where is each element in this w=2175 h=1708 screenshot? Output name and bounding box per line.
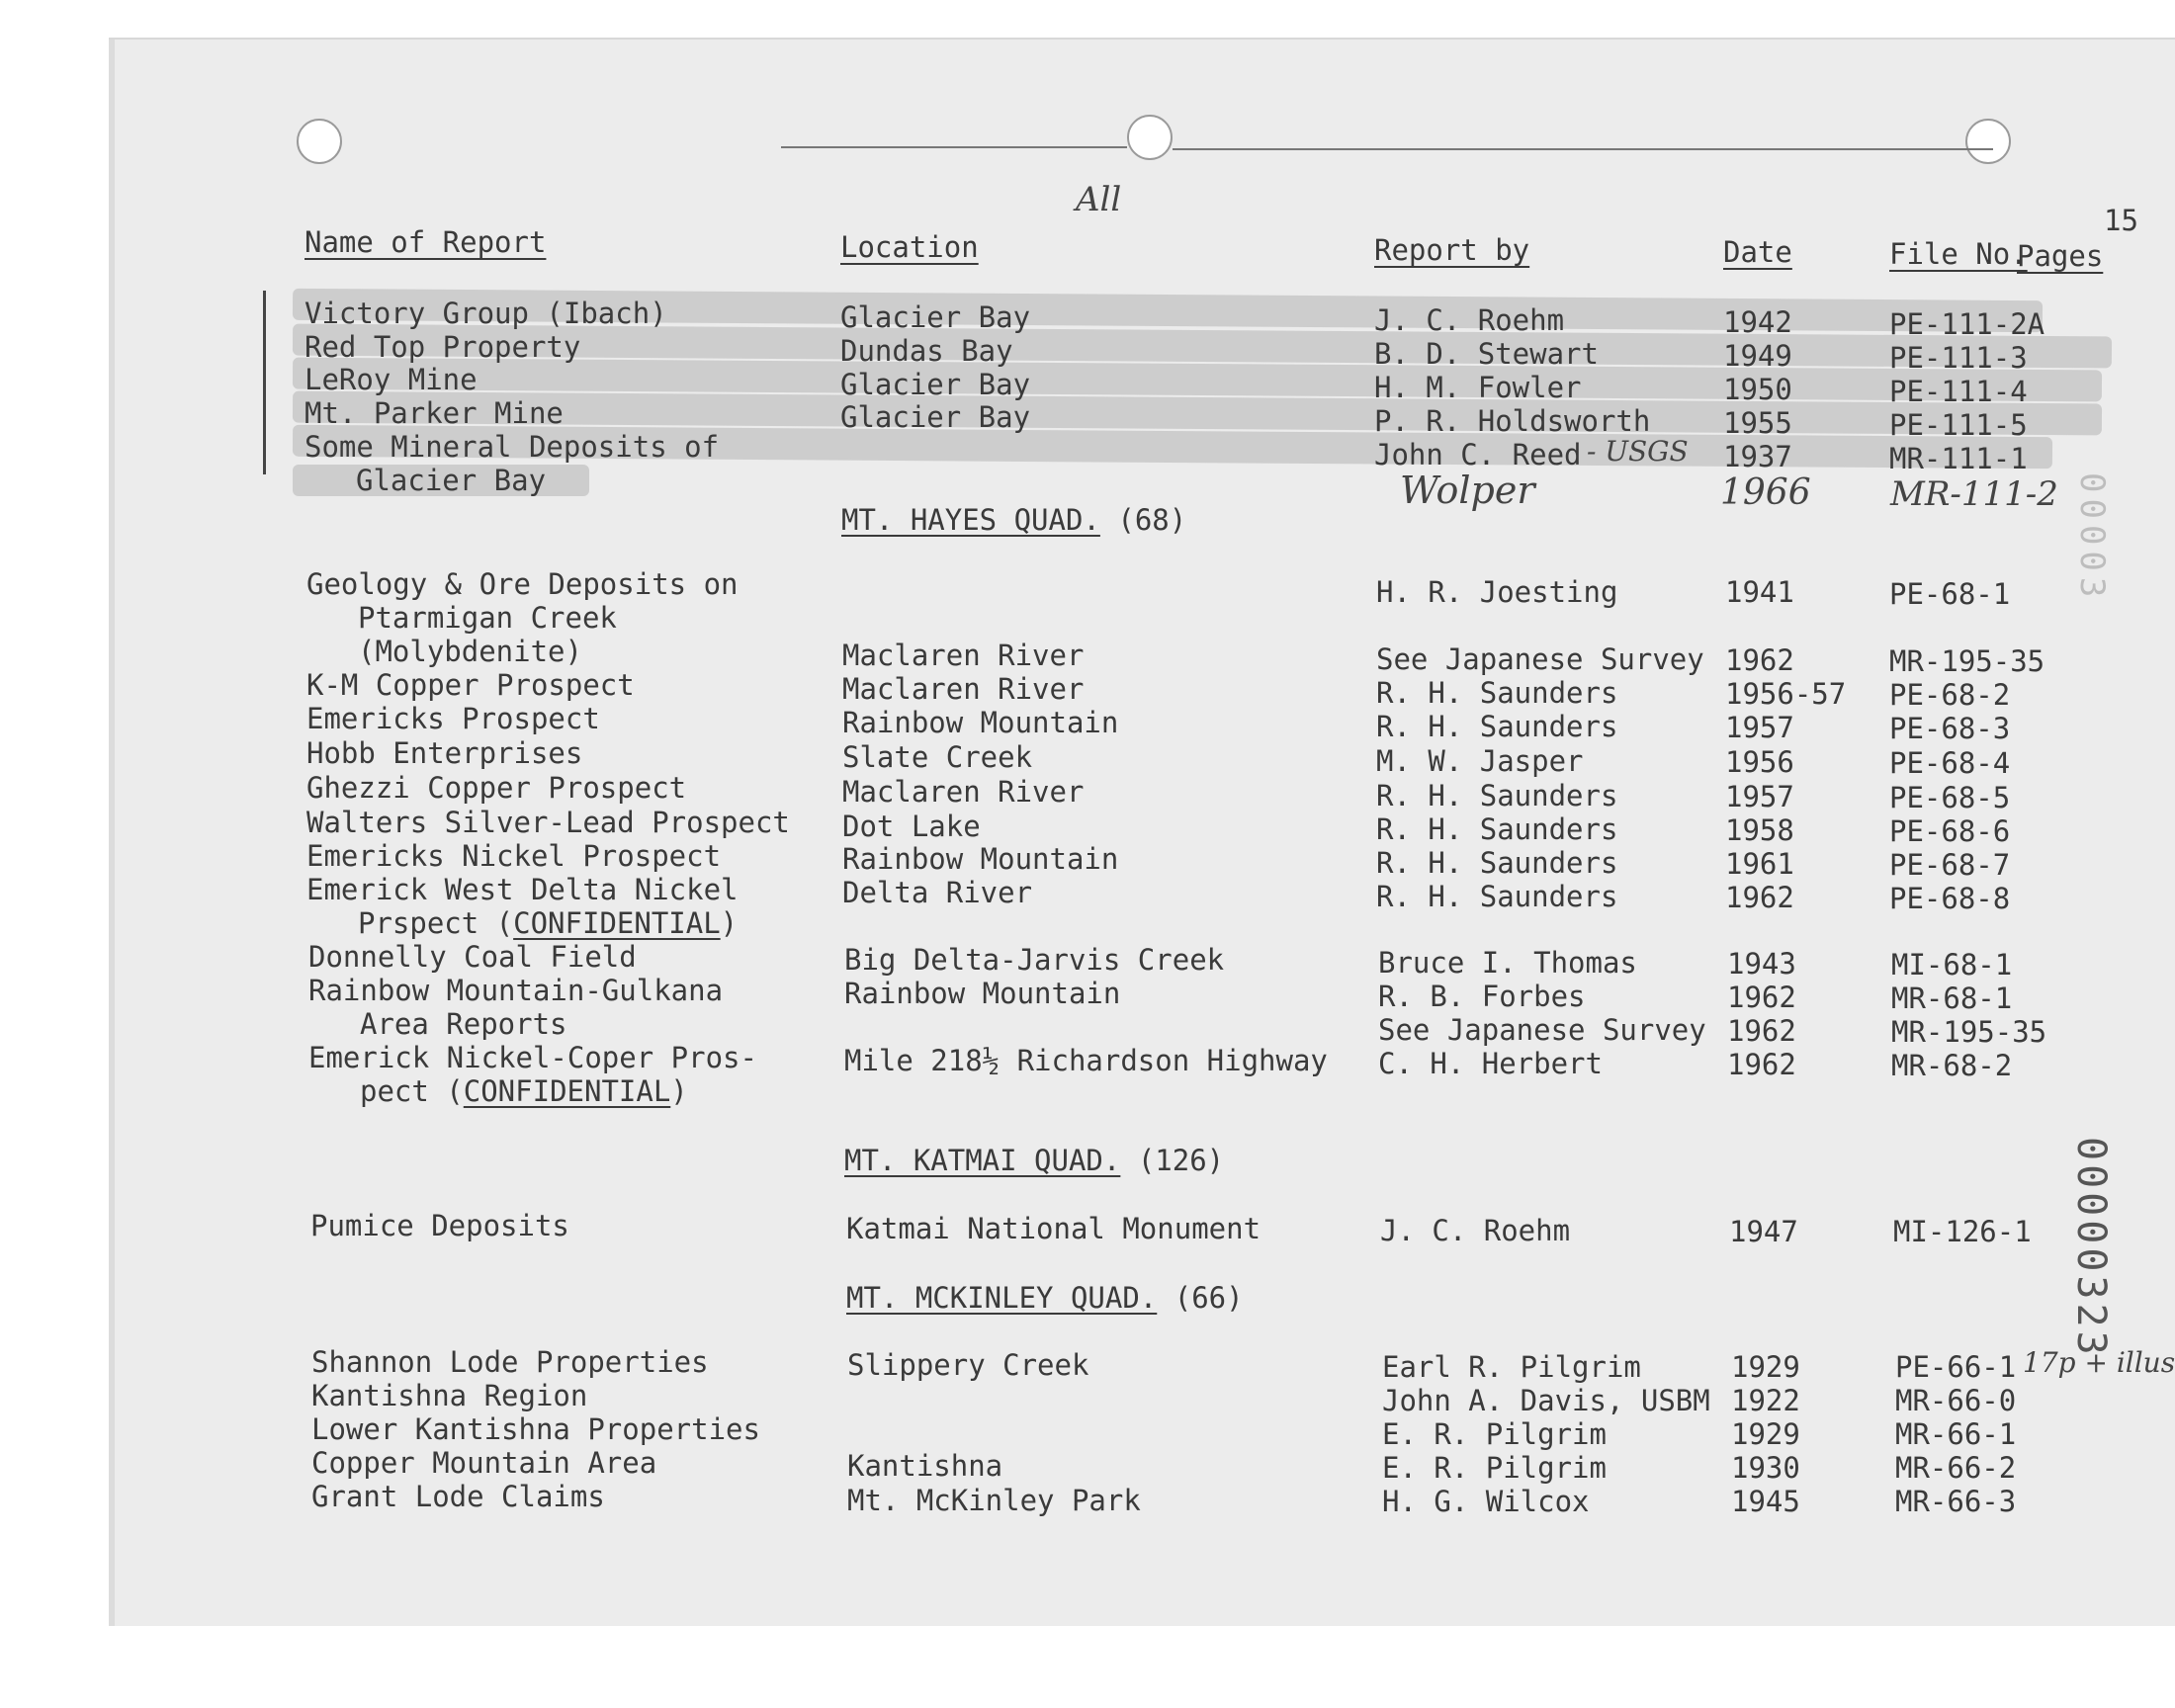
report-author: J. C. Roehm	[1380, 1214, 1571, 1247]
report-name-suffix: )	[670, 1074, 688, 1108]
report-date: 1955	[1723, 406, 1792, 440]
report-name: Lower Kantishna Properties	[311, 1412, 760, 1446]
report-location: Rainbow Mountain	[844, 977, 1121, 1010]
report-name: Walters Silver-Lead Prospect	[306, 806, 790, 839]
report-location: Rainbow Mountain	[842, 842, 1119, 876]
column-header-report-by: Report by	[1374, 233, 1530, 267]
report-name: K-M Copper Prospect	[306, 668, 635, 702]
report-author: R. B. Forbes	[1378, 980, 1586, 1013]
report-date: 1937	[1723, 440, 1792, 473]
report-file-no: MR-195-35	[1889, 644, 2045, 678]
report-author: E. R. Pilgrim	[1382, 1417, 1607, 1451]
handwritten-author: Wolper	[1400, 469, 1535, 512]
report-author: J. C. Roehm	[1374, 303, 1565, 337]
punch-hole-right	[1965, 119, 2011, 164]
report-date: 1962	[1727, 981, 1796, 1014]
column-header-pages: Pages	[2017, 239, 2104, 273]
report-file-no: MI-126-1	[1893, 1215, 2032, 1248]
report-file-no: PE-111-2A	[1889, 307, 2045, 341]
report-author: H. M. Fowler	[1374, 371, 1582, 404]
report-date: 1949	[1723, 339, 1792, 373]
handwritten-pages-note: 17p + illus	[2023, 1346, 2175, 1379]
report-name: Emerick Nickel-Coper Pros-	[308, 1041, 757, 1074]
report-date: 1962	[1725, 643, 1794, 677]
report-file-no: MR-68-1	[1891, 982, 2013, 1015]
section-title: MT. HAYES QUAD.	[841, 503, 1100, 537]
report-file-no: PE-66-1	[1895, 1350, 2017, 1384]
report-name: Victory Group (Ibach)	[304, 297, 667, 330]
report-file-no: PE-68-5	[1889, 781, 2011, 814]
handwritten-file-no: MR-111-2	[1890, 474, 2058, 514]
report-name: Rainbow Mountain-Gulkana	[308, 974, 724, 1007]
report-author: See Japanese Survey	[1376, 642, 1704, 676]
report-author: R. H. Saunders	[1376, 880, 1618, 913]
report-file-no: MR-66-0	[1895, 1384, 2017, 1417]
page-count-number: 15	[2104, 204, 2138, 237]
report-author: B. D. Stewart	[1374, 337, 1599, 371]
report-name-prefix: Prspect (	[358, 906, 514, 940]
report-date: 1962	[1727, 1048, 1796, 1081]
report-location: Maclaren River	[842, 775, 1085, 809]
report-author: Earl R. Pilgrim	[1382, 1350, 1641, 1384]
report-name: Some Mineral Deposits of	[304, 430, 720, 464]
report-author: John C. Reed	[1374, 438, 1582, 471]
report-date: 1958	[1725, 813, 1794, 847]
margin-bracket	[263, 291, 266, 474]
report-location: Slippery Creek	[847, 1348, 1089, 1382]
report-name: LeRoy Mine	[304, 363, 478, 396]
report-name: Red Top Property	[304, 330, 581, 364]
section-number: (126)	[1137, 1144, 1225, 1177]
report-author: H. R. Joesting	[1376, 575, 1618, 609]
handwritten-date: 1966	[1720, 472, 1811, 513]
report-date: 1957	[1725, 780, 1794, 813]
section-title: MT. MCKINLEY QUAD.	[846, 1281, 1158, 1315]
report-name-suffix: )	[720, 906, 739, 940]
report-file-no: MR-68-2	[1891, 1049, 2013, 1082]
report-file-no: PE-68-7	[1889, 848, 2011, 882]
report-file-no: MR-66-3	[1895, 1485, 2017, 1518]
report-date: 1941	[1725, 575, 1794, 609]
report-location: Maclaren River	[842, 672, 1085, 706]
report-date: 1956-57	[1725, 677, 1847, 711]
column-header-name: Name of Report	[304, 225, 547, 259]
report-author: R. H. Saunders	[1376, 846, 1618, 880]
report-file-no: MR-111-1	[1889, 442, 2028, 475]
report-date: 1962	[1727, 1014, 1796, 1048]
report-author: R. H. Saunders	[1376, 676, 1618, 710]
report-file-no: PE-111-5	[1889, 408, 2028, 442]
section-heading	[846, 1281, 1244, 1315]
report-date: 1929	[1731, 1350, 1800, 1384]
punch-hole-left	[297, 119, 342, 164]
confidential-label: CONFIDENTIAL	[513, 906, 721, 940]
report-file-no: PE-68-2	[1889, 678, 2011, 712]
report-location: Mile 218½ Richardson Highway	[844, 1044, 1328, 1077]
report-file-no: MR-66-2	[1895, 1451, 2017, 1485]
report-date: 1950	[1723, 373, 1792, 406]
report-file-no: PE-68-3	[1889, 712, 2011, 745]
report-author: John A. Davis, USBM	[1382, 1384, 1710, 1417]
report-location: Glacier Bay	[840, 400, 1031, 434]
report-location: Glacier Bay	[840, 300, 1031, 334]
report-name: Emerick West Delta Nickel	[306, 873, 739, 906]
report-author: M. W. Jasper	[1376, 744, 1584, 778]
section-heading	[841, 503, 1186, 537]
report-date: 1962	[1725, 881, 1794, 914]
report-file-no: PE-68-4	[1889, 746, 2011, 780]
column-header-date: Date	[1723, 235, 1792, 269]
report-file-no: PE-111-4	[1889, 375, 2028, 408]
report-name: Ghezzi Copper Prospect	[306, 771, 687, 805]
report-name: Grant Lode Claims	[311, 1480, 605, 1513]
report-name-continued: Ptarmigan Creek	[358, 601, 617, 635]
report-date: 1929	[1731, 1417, 1800, 1451]
report-date: 1957	[1725, 711, 1794, 744]
section-number: (68)	[1117, 503, 1187, 537]
column-header-file-no: File No.	[1889, 237, 2028, 271]
report-name: Kantishna Region	[311, 1379, 588, 1412]
report-date: 1947	[1729, 1215, 1798, 1248]
report-location: Kantishna	[847, 1449, 1003, 1483]
report-location: Dot Lake	[842, 810, 981, 843]
report-location: Rainbow Mountain	[842, 706, 1119, 739]
report-date: 1942	[1723, 305, 1792, 339]
report-name: Emericks Nickel Prospect	[306, 839, 722, 873]
report-file-no: PE-68-1	[1889, 577, 2011, 611]
report-location: Katmai National Monument	[846, 1212, 1262, 1245]
report-file-no: PE-68-6	[1889, 814, 2011, 848]
section-number: (66)	[1174, 1281, 1244, 1315]
stamp-number-lower: 00000323	[2068, 1137, 2114, 1359]
report-date: 1945	[1731, 1485, 1800, 1518]
handwritten-agency-note: - USGS	[1587, 435, 1689, 468]
report-date: 1961	[1725, 847, 1794, 881]
section-title: MT. KATMAI QUAD.	[844, 1144, 1121, 1177]
report-author: R. H. Saunders	[1376, 710, 1618, 743]
top-rule-right	[1173, 148, 1993, 150]
report-location: Slate Creek	[842, 740, 1033, 774]
report-file-no: MI-68-1	[1891, 948, 2013, 982]
report-author: P. R. Holdsworth	[1374, 404, 1651, 438]
report-author: R. H. Saunders	[1376, 812, 1618, 846]
report-location: Glacier Bay	[840, 368, 1031, 401]
report-name: Area Reports	[360, 1007, 567, 1041]
report-name-continued	[358, 906, 738, 940]
report-name: Pumice Deposits	[310, 1209, 569, 1242]
punch-hole-center	[1127, 115, 1173, 160]
report-location: Big Delta-Jarvis Creek	[844, 943, 1225, 977]
report-name: (Molybdenite)	[358, 635, 582, 668]
report-name-continued: Glacier Bay	[356, 464, 547, 497]
top-rule-left	[781, 146, 1127, 148]
report-name: Shannon Lode Properties	[311, 1345, 709, 1379]
confidential-label: CONFIDENTIAL	[463, 1074, 671, 1108]
report-author: R. H. Saunders	[1376, 779, 1618, 812]
report-file-no: MR-195-35	[1891, 1015, 2047, 1049]
report-file-no: MR-66-1	[1895, 1417, 2017, 1451]
report-location: Maclaren River	[842, 639, 1085, 672]
report-name: Hobb Enterprises	[306, 736, 583, 770]
column-header-location: Location	[840, 230, 979, 264]
report-author: H. G. Wilcox	[1382, 1485, 1590, 1518]
stamp-number-upper: 00003	[2072, 472, 2112, 604]
report-location: Delta River	[842, 876, 1033, 909]
report-file-no: PE-111-3	[1889, 341, 2028, 375]
report-date: 1943	[1727, 947, 1796, 981]
report-author: E. R. Pilgrim	[1382, 1451, 1607, 1485]
report-file-no: PE-68-8	[1889, 882, 2011, 915]
report-name: Geology & Ore Deposits on	[306, 567, 739, 601]
report-author: Bruce I. Thomas	[1378, 946, 1637, 980]
report-name: Copper Mountain Area	[311, 1446, 657, 1480]
report-date: 1930	[1731, 1451, 1800, 1485]
report-author: See Japanese Survey	[1378, 1013, 1706, 1047]
report-name-continued	[360, 1074, 688, 1108]
report-name: Mt. Parker Mine	[304, 396, 564, 430]
report-author: C. H. Herbert	[1378, 1047, 1603, 1080]
section-heading	[844, 1144, 1224, 1177]
report-date: 1922	[1731, 1384, 1800, 1417]
all-handwritten-mark: All	[1076, 180, 1122, 219]
report-name-prefix: pect (	[360, 1074, 464, 1108]
report-name: Emericks Prospect	[306, 702, 600, 735]
report-location: Dundas Bay	[840, 334, 1013, 368]
report-location: Mt. McKinley Park	[847, 1484, 1141, 1517]
report-name: Donnelly Coal Field	[308, 940, 637, 974]
report-date: 1956	[1725, 745, 1794, 779]
